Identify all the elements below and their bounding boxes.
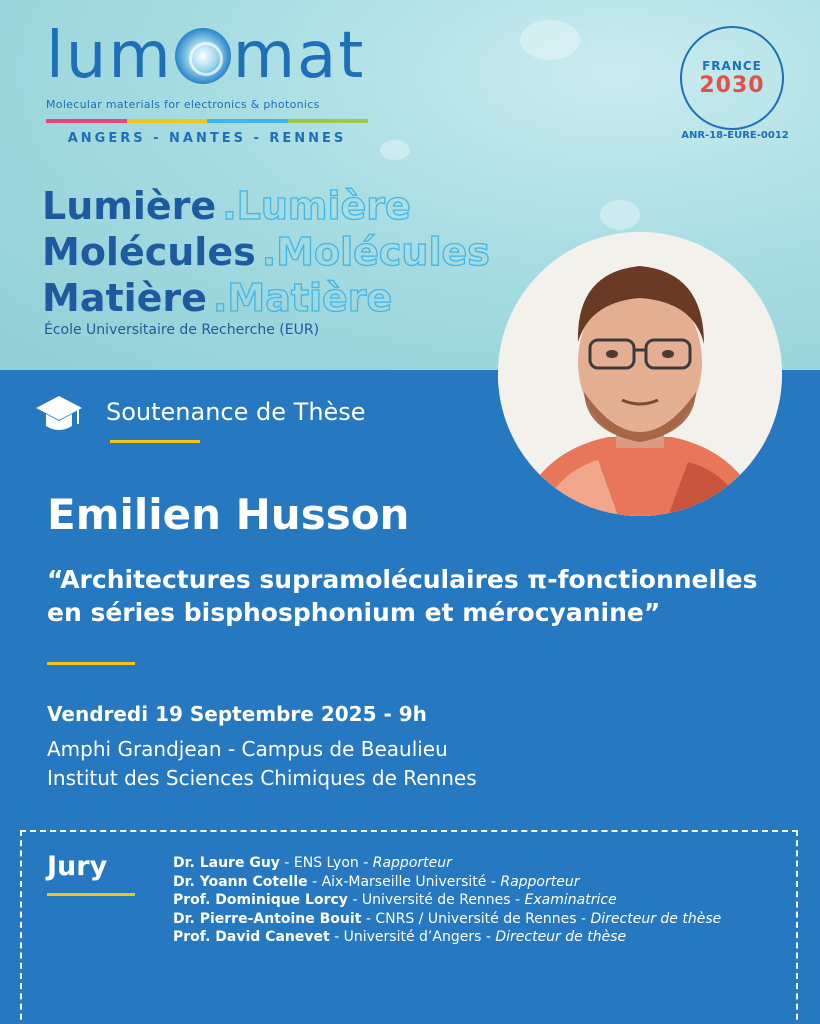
- candidate-name: Emilien Husson: [47, 490, 410, 539]
- jury-member-name: Dr. Pierre-Antoine Bouit: [173, 910, 362, 927]
- jury-member-role: Rapporteur: [500, 873, 580, 890]
- france2030-logo: [680, 26, 784, 130]
- jury-member-affiliation: - Université de Rennes -: [347, 892, 525, 909]
- accent-divider: [47, 662, 135, 665]
- portrait-illustration: [498, 232, 782, 516]
- jury-label: Jury: [47, 851, 108, 882]
- defense-date: Vendredi 19 Septembre 2025 - 9h: [47, 702, 427, 726]
- color-bar-yellow: [127, 119, 208, 123]
- logo-flower-icon: [175, 28, 231, 84]
- headline-solid: Matière: [42, 276, 207, 320]
- jury-member-affiliation: - Aix-Marseille Université -: [307, 873, 501, 890]
- decor-drop: [600, 200, 640, 230]
- candidate-portrait: [498, 232, 782, 516]
- jury-member: [173, 873, 803, 892]
- accent-underline: [110, 440, 200, 443]
- jury-member-role: Examinatrice: [524, 892, 617, 909]
- jury-member-role: Rapporteur: [372, 855, 452, 871]
- headline-outline: .Molécules: [261, 230, 490, 274]
- school-name: École Universitaire de Recherche (EUR): [44, 322, 320, 338]
- logo-wordmark: [46, 19, 376, 93]
- anr-code: ANR-18-EURE-0012: [681, 130, 789, 141]
- jury-member-name: Dr. Yoann Cotelle: [173, 873, 308, 890]
- jury-member-name: Prof. Dominique Lorcy: [173, 892, 348, 909]
- headline-block: [42, 183, 490, 321]
- logo-text-post: mat: [232, 19, 366, 93]
- jury-member-role: Directeur de thèse: [495, 929, 627, 946]
- jury-member-name: Prof. David Canevet: [173, 929, 330, 946]
- location-line-2: Institut des Sciences Chimiques de Rennes: [47, 766, 477, 790]
- jury-member-role: Directeur de thèse: [590, 910, 722, 927]
- headline-outline: .Lumière: [222, 184, 411, 228]
- defense-location: [47, 735, 477, 793]
- headline-solid: Molécules: [42, 230, 256, 274]
- lumomat-logo: [46, 19, 376, 146]
- headline-outline: .Matière: [212, 276, 393, 320]
- decor-drop: [520, 20, 580, 60]
- headline-solid: Lumière: [42, 184, 217, 228]
- graduation-cap-icon: [34, 392, 84, 436]
- logo-cities: ANGERS - NANTES - RENNES: [67, 131, 347, 146]
- color-bar-cyan: [207, 119, 288, 123]
- jury-member: [173, 854, 803, 873]
- france2030-line2: 2030: [699, 72, 765, 98]
- color-bar-green: [288, 119, 369, 123]
- jury-member-name: Dr. Laure Guy: [173, 855, 280, 871]
- color-bar-pink: [46, 119, 127, 123]
- logo-tagline: Molecular materials for electronics & photonics: [46, 98, 320, 111]
- france2030-line1: FRANCE: [702, 58, 762, 73]
- headline-row: [42, 275, 490, 321]
- logo-text-pre: lum: [46, 19, 173, 93]
- logo-color-bar: [46, 119, 368, 123]
- jury-member-affiliation: - CNRS / Université de Rennes -: [361, 910, 591, 927]
- location-line-1: Amphi Grandjean - Campus de Beaulieu: [47, 737, 448, 761]
- headline-row: [42, 229, 490, 275]
- jury-member: [173, 910, 803, 929]
- event-type: Soutenance de Thèse: [106, 398, 366, 426]
- jury-list: [173, 854, 803, 947]
- decor-drop: [380, 140, 410, 160]
- jury-member: [173, 928, 803, 947]
- jury-member-affiliation: - ENS Lyon -: [279, 855, 373, 871]
- jury-member: [173, 891, 803, 910]
- thesis-title: “Architectures supramoléculaires π-fonctionnelles en séries bisphosphonium et mérocyanine”: [47, 565, 758, 627]
- jury-member-affiliation: - Université d’Angers -: [329, 929, 496, 946]
- jury-underline: [47, 893, 135, 896]
- headline-row: [42, 183, 490, 229]
